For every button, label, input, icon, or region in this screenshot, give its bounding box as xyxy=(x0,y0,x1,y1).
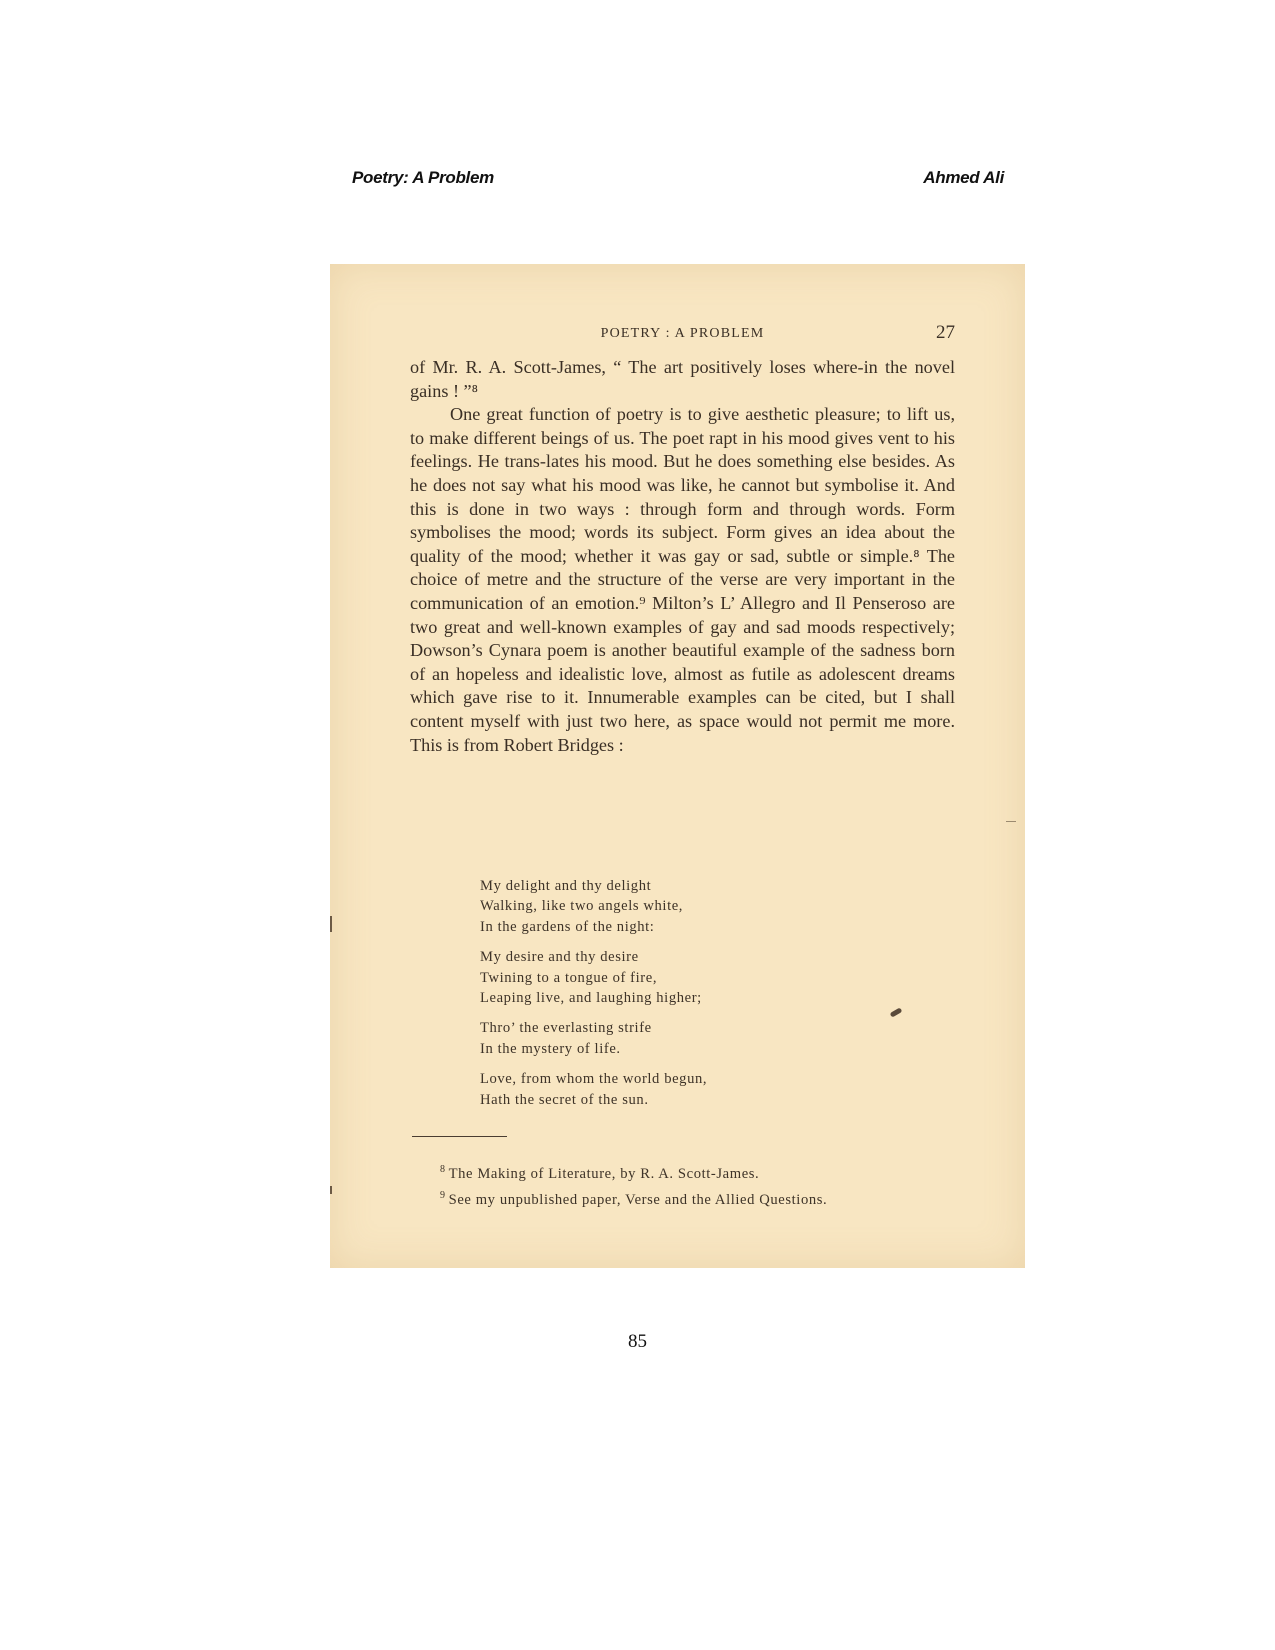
poem-line: My delight and thy delight xyxy=(480,878,652,894)
poem-stanza xyxy=(480,947,880,1008)
scan-page-number: 27 xyxy=(936,322,955,343)
running-head-title: Poetry: A Problem xyxy=(352,168,494,187)
poem-stanza xyxy=(480,876,880,937)
scan-edge-mark xyxy=(330,1186,332,1194)
poem-line: In the mystery of life. xyxy=(480,1040,621,1057)
poem-line: Love, from whom the world begun, xyxy=(480,1071,708,1088)
poem-line: My desire and thy desire xyxy=(480,949,639,966)
poem-stanza xyxy=(480,1018,880,1059)
running-head xyxy=(352,168,1004,192)
footnote-text: See my unpublished paper, Verse and the Allied Questions. xyxy=(448,1191,828,1208)
poem-line: Walking, like two angels white, xyxy=(480,898,684,915)
poem-line: Twining to a tongue of fire, xyxy=(480,969,658,986)
poem-stanza xyxy=(480,1069,880,1110)
scan-header xyxy=(410,322,955,348)
body-text xyxy=(410,356,955,757)
footnotes xyxy=(440,1159,960,1211)
footnote-text: The Making of Literature, by R. A. Scott-James. xyxy=(448,1165,760,1182)
scan-edge-mark xyxy=(330,916,332,932)
page-number: 85 xyxy=(628,1331,647,1352)
footnote-9 xyxy=(440,1185,960,1211)
poem-line: Hath the secret of the sun. xyxy=(480,1091,649,1108)
footnote-8 xyxy=(440,1159,960,1185)
scan-edge-mark xyxy=(1006,821,1016,822)
running-head-author: Ahmed Ali xyxy=(923,168,1004,187)
poem-line: Thro’ the everlasting strife xyxy=(480,1020,652,1037)
footnote-divider xyxy=(412,1136,507,1137)
poem-line: Leaping live, and laughing higher; xyxy=(480,990,702,1007)
paragraph-main: One great function of poetry is to give aesthetic pleasure; to lift us, to make different beings of us. The poet rapt in his mood gives vent to his feelings. He trans-lates his mood. But he does something else besides. As he does not say what his mood was like, he cannot but symbolise it. And this is done in two ways : through form and through words. Form symbolises the mood; words its subject. Form gives an idea about the quality of the mood; whether it was gay or sad, subtle or simple.⁸ The choice of metre and the structure of the verse are very important in the communication of an emotion.⁹ Milton’s L’ Allegro and Il Penseroso are two great and well-known examples of gay and sad moods respectively; Dowson’s Cynara poem is another beautiful example of the sadness born of an hopeless and idealistic love, almost as futile as adolescent dreams which gave rise to it. Innumerable examples can be cited, but I shall content myself with just two here, as space would not permit me more. This is from Robert Bridges : xyxy=(410,404,955,755)
footnote-mark: 8 xyxy=(440,1164,446,1175)
ink-blot-mark xyxy=(890,1007,903,1017)
scanned-page xyxy=(330,264,1025,1268)
poem-line: In the gardens of the night: xyxy=(480,918,655,935)
scan-running-title: POETRY : A PROBLEM xyxy=(600,326,765,341)
footnote-mark: 9 xyxy=(440,1189,446,1201)
poem-quote xyxy=(480,876,880,1120)
paragraph-continuation: of Mr. R. A. Scott-James, “ The art positively loses where-in the novel gains ! ”⁸ xyxy=(410,357,955,401)
